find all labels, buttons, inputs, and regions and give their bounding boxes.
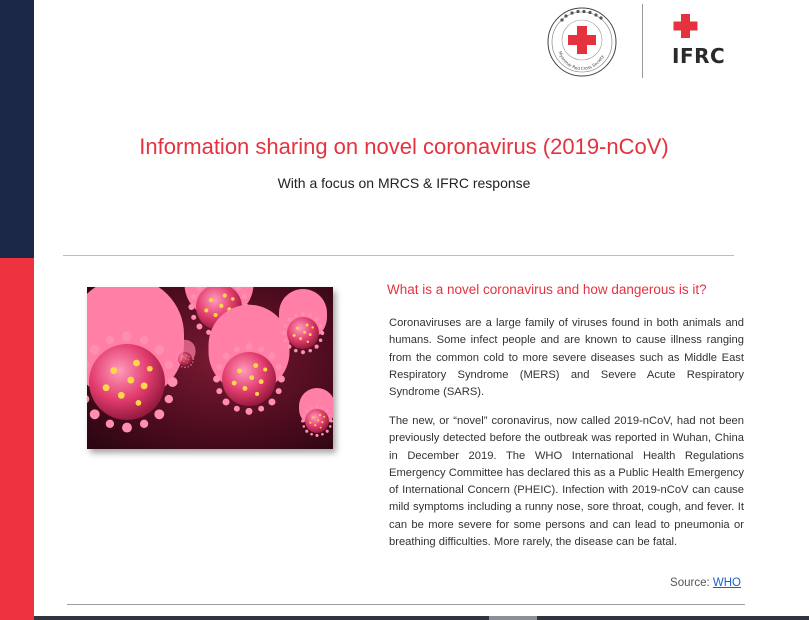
logo-divider: [642, 4, 643, 78]
bottom-strip-highlight: [489, 616, 537, 620]
top-divider: [63, 255, 734, 256]
source-label: Source:: [670, 577, 710, 589]
bottom-divider: [67, 604, 745, 605]
left-accent-bar-navy: [0, 0, 34, 258]
left-accent-bar-red: [0, 258, 34, 620]
bottom-strip: [34, 616, 809, 620]
coronavirus-illustration: [87, 287, 333, 449]
source-citation: [670, 577, 741, 589]
ifrc-emblem-icon: [672, 12, 730, 40]
mrcs-logo-text: Myanmar Red Cross Society: [557, 50, 605, 72]
paragraph-novel-coronavirus: The new, or “novel” coronavirus, now called 2019-nCoV, had not been previously detected before the outbreak was reported in Wuhan, China in December 2019. The WHO International Health Regulations Emergency Committee has declared this as a Public Health Emergency of International Concern (PHEIC). Infection with 2019-nCoV can cause mild symptoms including a runny nose, sore throat, cough, and fever. It can be more severe for some persons and can lead to pneumonia or breathing difficulties. More rarely, the disease can be fatal.: [389, 415, 744, 549]
paragraph-intro: Coronaviruses are a large family of viruses found in both animals and humans. Some infect people and are known to cause illness ranging from the common cold to more severe diseases such as Middle East Respiratory Syndrome (MERS) and Severe Acute Respiratory Syndrome (SARS).: [389, 317, 744, 399]
mrcs-logo: [546, 6, 618, 78]
ifrc-wordmark: IFRC: [672, 44, 726, 68]
document-title: Information sharing on novel coronavirus (2019-nCoV): [139, 134, 669, 159]
document-subtitle: With a focus on MRCS & IFRC response: [277, 175, 531, 191]
section-heading: What is a novel coronavirus and how dangerous is it?: [387, 282, 707, 297]
source-link-who[interactable]: WHO: [712, 577, 741, 589]
